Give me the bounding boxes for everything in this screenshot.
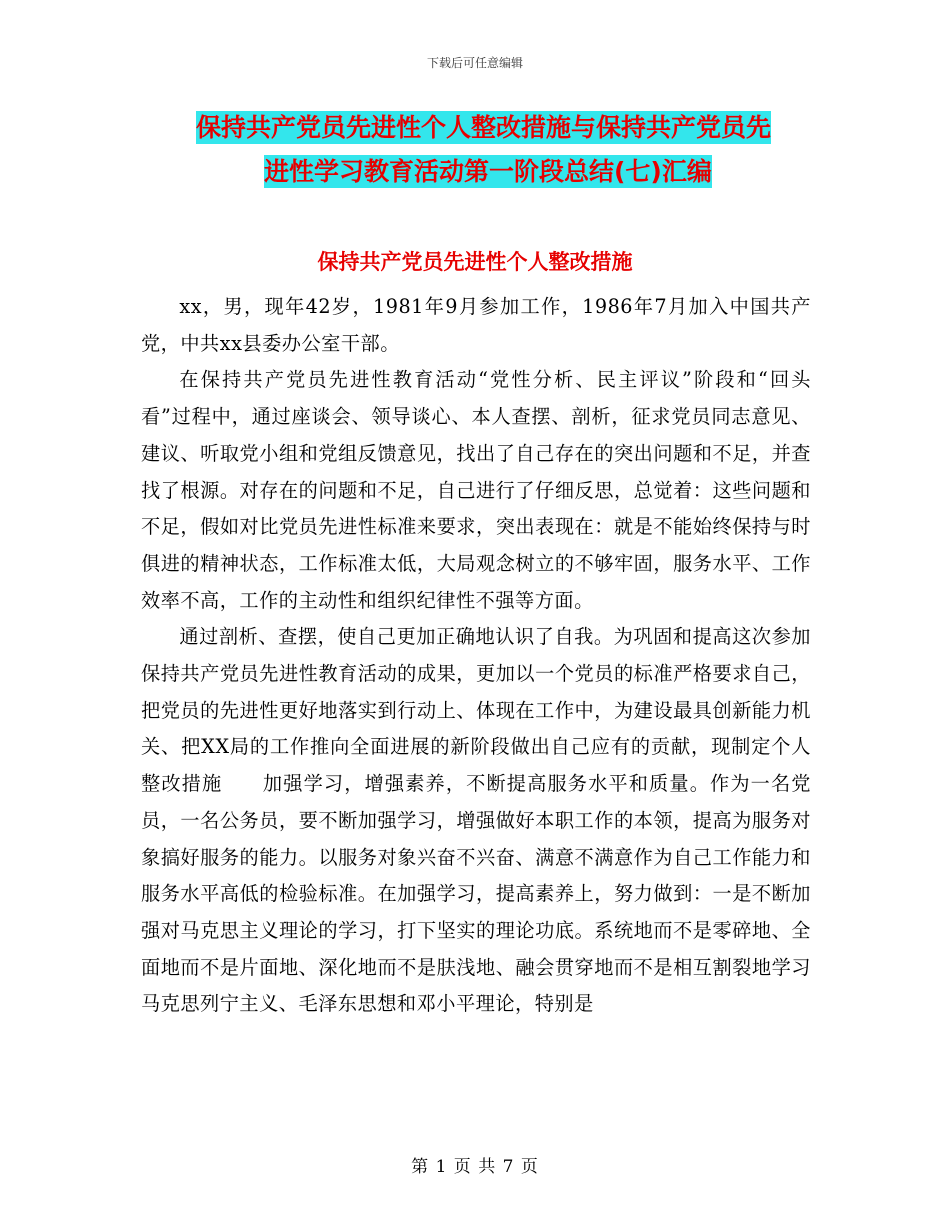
document-title-line-2-text: 进性学习教育活动第一阶段总结(七)汇编 [264,157,712,186]
page-number-footer: 第 1 页 共 7 页 [411,1157,539,1177]
header-note: 下载后可任意编辑 [426,56,523,70]
document-title-line-2 [140,150,820,194]
document-title-line-1 [140,106,820,150]
section-title: 保持共产党员先进性个人整改措施 [317,250,633,274]
document-title [140,106,820,194]
paragraph: 通过剖析、查摆，使自己更加正确地认识了自我。为巩固和提高这次参加保持共产党员先进性教育活动的成果，更加以一个党员的标准严格要求自己，把党员的先进性更好地落实到行动上、体现在工作中，为建设最具创新能力机关、把XX局的工作推向全面进展的新阶段做出自己应有的贡献，现制定个人整改措施 加强学习，增强素养，不断提高服务水平和质量。作为一名党员，一名公务员，要不断加强学习，增强做好本职工作的本领，提高为服务对象搞好服务的能力。以服务对象兴奋不兴奋、满意不满意作为自己工作能力和服务水平高低的检验标准。在加强学习，提高素养上，努力做到：一是不断加强对马克思主义理论的学习，打下坚实的理论功底。系统地而不是零碎地、全面地而不是片面地、深化地而不是肤浅地、融会贯穿地而不是相互割裂地学习马克思列宁主义、毛泽东思想和邓小平理论，特别是 [141,625,811,1016]
paragraph: 在保持共产党员先进性教育活动“党性分析、民主评议”阶段和“回头看”过程中，通过座谈会、领导谈心、本人查摆、剖析，征求党员同志意见、建议、听取党小组和党组反馈意见，找出了自己存在的突出问题和不足，并查找了根源。对存在的问题和不足，自己进行了仔细反思，总觉着：这些问题和不足，假如对比党员先进性标准来要求，突出表现在：就是不能始终保持与时俱进的精神状态，工作标准太低，大局观念树立的不够牢固，服务水平、工作效率不高，工作的主动性和组织纪律性不强等方面。 [141,368,811,612]
paragraph: xx，男，现年42岁，1981年9月参加工作，1986年7月加入中国共产党，中共xx县委办公室干部。 [141,295,811,355]
body-text [141,289,811,1023]
document-title-line-1-text: 保持共产党员先进性个人整改措施与保持共产党员先 [196,113,772,142]
